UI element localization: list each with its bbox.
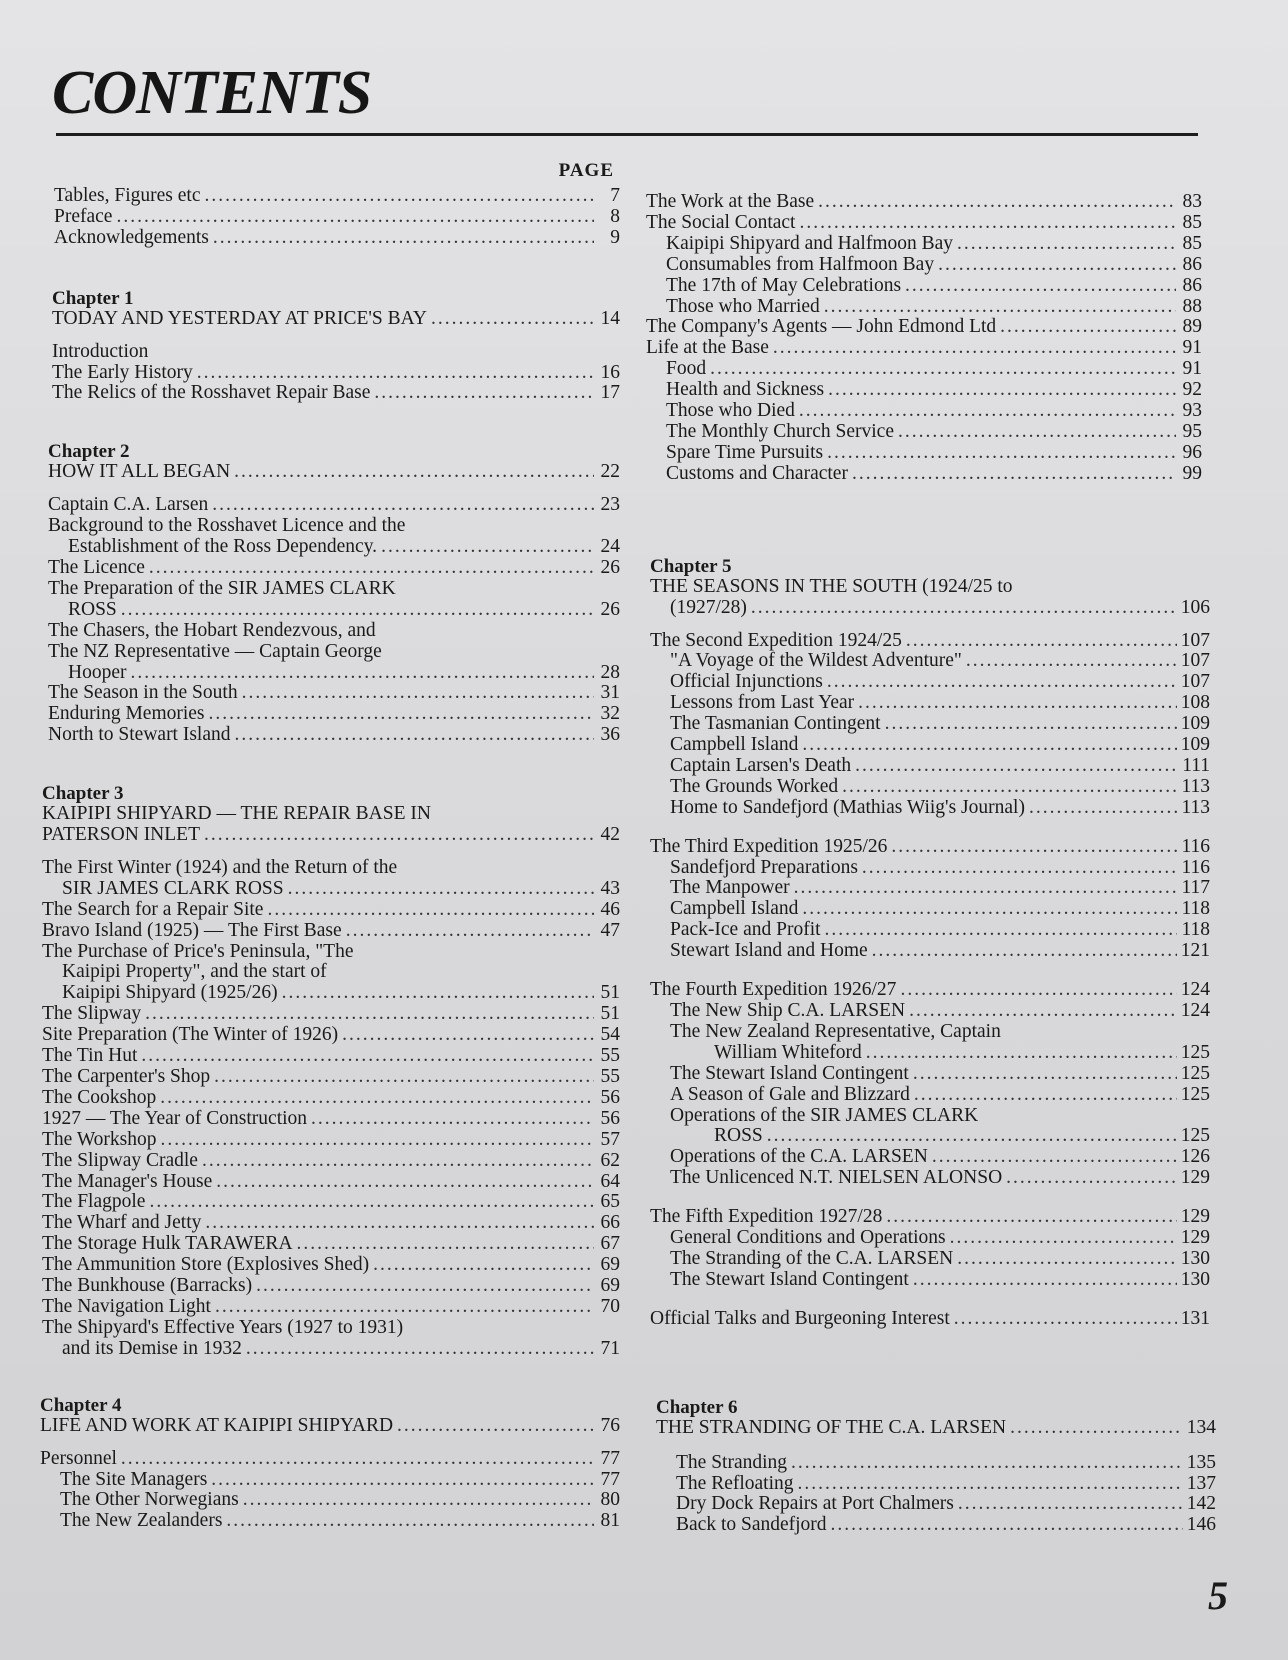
toc-entry-text[interactable]: Background to the Rosshavet Licence and the (48, 515, 406, 537)
chapter-label: Chapter 2 (48, 441, 130, 463)
toc-entry[interactable]: Kaipipi Shipyard (1925/26) ..... 51 (42, 983, 620, 1004)
toc-entry[interactable]: The Relics of the Rosshavet Repair Base ..... 17 (52, 383, 620, 404)
toc-entry[interactable]: Establishment of the Ross Dependency. ..... 24 (48, 537, 620, 558)
toc-entry[interactable]: Dry Dock Repairs at Port Chalmers ..... 142 (656, 1494, 1216, 1515)
toc-entry[interactable]: The Third Expedition 1925/26 ..... 116 (650, 837, 1210, 858)
toc-entry[interactable]: The Navigation Light ..... 70 (42, 1297, 620, 1318)
toc-entry-text[interactable]: The NZ Representative — Captain George (48, 640, 382, 662)
toc-entry[interactable]: The Tasmanian Contingent ..... 109 (650, 714, 1210, 735)
chapter-label: Chapter 4 (40, 1394, 122, 1416)
toc-entry[interactable]: A Season of Gale and Blizzard ..... 125 (650, 1085, 1210, 1106)
toc-entry-text[interactable]: The First Winter (1924) and the Return of the (42, 856, 398, 878)
toc-entry[interactable]: The Slipway Cradle ..... 62 (42, 1151, 620, 1172)
chapter-3 (40, 784, 620, 1360)
toc-entry[interactable]: Home to Sandefjord (Mathias Wiig's Journal) ..... 113 (650, 798, 1210, 819)
toc-entry[interactable]: General Conditions and Operations ..... 129 (650, 1228, 1210, 1249)
toc-entry[interactable]: Consumables from Halfmoon Bay ..... 86 (646, 255, 1202, 276)
toc-entry-text[interactable]: The Chasers, the Hobart Rendezvous, and (48, 619, 376, 641)
toc-entry-text[interactable]: The New Zealand Representative, Captain (670, 1020, 1001, 1042)
toc-entry[interactable]: ROSS ..... 125 (650, 1126, 1210, 1147)
toc-entry[interactable]: SIR JAMES CLARK ROSS ..... 43 (42, 879, 620, 900)
toc-entry[interactable]: The Stewart Island Contingent ..... 130 (650, 1270, 1210, 1291)
toc-entry[interactable]: The Ammunition Store (Explosives Shed) ..... 69 (42, 1255, 620, 1276)
left-column (40, 186, 620, 1532)
toc-entry[interactable]: Operations of the C.A. LARSEN ..... 126 (650, 1147, 1210, 1168)
toc-entry[interactable]: Campbell Island ..... 109 (650, 735, 1210, 756)
toc-entry[interactable]: The Company's Agents — John Edmond Ltd ..... 89 (646, 317, 1202, 338)
page-number: 5 (1208, 1573, 1228, 1618)
toc-entry[interactable]: The Slipway ..... 51 (42, 1004, 620, 1025)
toc-entry[interactable]: The Fourth Expedition 1926/27 ..... 124 (650, 980, 1210, 1001)
toc-entry[interactable]: Spare Time Pursuits ..... 96 (646, 443, 1202, 464)
toc-entry[interactable]: The Other Norwegians ..... 80 (40, 1490, 620, 1511)
toc-entry[interactable]: Back to Sandefjord ..... 146 (656, 1515, 1216, 1536)
toc-entry[interactable]: The Search for a Repair Site ..... 46 (42, 900, 620, 921)
toc-entry[interactable]: Health and Sickness ..... 92 (646, 380, 1202, 401)
toc-entry[interactable]: Lessons from Last Year ..... 108 (650, 693, 1210, 714)
toc-entry[interactable]: The Fifth Expedition 1927/28 ..... 129 (650, 1207, 1210, 1228)
page-column-label: PAGE (558, 160, 614, 181)
toc-entry[interactable]: Official Injunctions ..... 107 (650, 672, 1210, 693)
toc-entry[interactable]: The Manager's House ..... 64 (42, 1172, 620, 1193)
toc-entry[interactable]: Site Preparation (The Winter of 1926) ..... 54 (42, 1025, 620, 1046)
toc-entry[interactable]: The Work at the Base ..... 83 (646, 192, 1202, 213)
toc-entry[interactable]: Those who Married ..... 88 (646, 297, 1202, 318)
toc-entry[interactable]: The Monthly Church Service ..... 95 (646, 422, 1202, 443)
chapter-title[interactable]: (1927/28) ..... 106 (650, 598, 1210, 619)
toc-entry[interactable]: The 17th of May Celebrations ..... 86 (646, 276, 1202, 297)
toc-entry-text[interactable]: The Preparation of the SIR JAMES CLARK (48, 577, 396, 599)
toc-entry[interactable]: The Refloating ..... 137 (656, 1474, 1216, 1495)
toc-entry[interactable]: The Licence ..... 26 (48, 558, 620, 579)
toc-entry[interactable]: The Cookshop ..... 56 (42, 1088, 620, 1109)
toc-entry[interactable]: Personnel ..... 77 (40, 1449, 620, 1470)
toc-entry[interactable]: Preface ..... 8 (54, 207, 620, 228)
toc-entry[interactable]: Hooper ..... 28 (48, 663, 620, 684)
chapter-label: Chapter 5 (650, 555, 732, 577)
toc-entry[interactable]: Campbell Island ..... 118 (650, 899, 1210, 920)
chapter-title[interactable]: LIFE AND WORK AT KAIPIPI SHIPYARD ..... 76 (40, 1416, 620, 1437)
toc-entry[interactable]: The Storage Hulk TARAWERA ..... 67 (42, 1234, 620, 1255)
toc-entry[interactable]: The Season in the South ..... 31 (48, 683, 620, 704)
toc-entry[interactable]: The Stranding ..... 135 (656, 1453, 1216, 1474)
toc-entry[interactable]: Sandefjord Preparations ..... 116 (650, 858, 1210, 879)
toc-entry[interactable]: The Stranding of the C.A. LARSEN ..... 130 (650, 1249, 1210, 1270)
toc-entry-text[interactable]: The Purchase of Price's Peninsula, "The (42, 940, 354, 962)
chapter-label: Chapter 1 (52, 287, 134, 309)
toc-entry[interactable]: Enduring Memories ..... 32 (48, 704, 620, 725)
toc-entry[interactable]: The Early History ..... 16 (52, 363, 620, 384)
page-title: CONTENTS (52, 59, 372, 127)
chapter-1 (40, 289, 620, 405)
chapter-label: Chapter 6 (656, 1396, 738, 1418)
toc-entry[interactable]: The Social Contact ..... 85 (646, 213, 1202, 234)
chapter-title-line[interactable]: KAIPIPI SHIPYARD — THE REPAIR BASE IN (42, 803, 431, 825)
toc-entry[interactable]: Acknowledgements ..... 9 (54, 228, 620, 249)
toc-entry[interactable]: Captain Larsen's Death ..... 111 (650, 756, 1210, 777)
toc-entry[interactable]: ROSS ..... 26 (48, 600, 620, 621)
toc-entry-text[interactable]: Introduction (52, 340, 149, 362)
toc-entry[interactable]: The New Ship C.A. LARSEN ..... 124 (650, 1001, 1210, 1022)
right-column (646, 192, 1236, 1536)
toc-entry[interactable]: "A Voyage of the Wildest Adventure" ..... 107 (650, 651, 1210, 672)
chapter-title-line[interactable]: THE SEASONS IN THE SOUTH (1924/25 to (650, 575, 1013, 597)
toc-entry[interactable]: The Wharf and Jetty ..... 66 (42, 1213, 620, 1234)
chapter-6 (646, 1398, 1216, 1537)
toc-entry[interactable]: The Bunkhouse (Barracks) ..... 69 (42, 1276, 620, 1297)
toc-entry[interactable]: William Whiteford ..... 125 (650, 1043, 1210, 1064)
toc-entry[interactable]: Food ..... 91 (646, 359, 1202, 380)
toc-entry[interactable]: The Unlicenced N.T. NIELSEN ALONSO ..... 129 (650, 1168, 1210, 1189)
toc-entry-text[interactable]: Operations of the SIR JAMES CLARK (670, 1104, 979, 1126)
toc-entry[interactable]: The New Zealanders ..... 81 (40, 1511, 620, 1532)
toc-entry[interactable]: Bravo Island (1925) — The First Base ..... 47 (42, 921, 620, 942)
toc-entry[interactable]: Customs and Character ..... 99 (646, 464, 1202, 485)
toc-entry[interactable]: and its Demise in 1932 ..... 71 (42, 1339, 620, 1360)
toc-entry[interactable]: Captain C.A. Larsen ..... 23 (48, 495, 620, 516)
chapter-5 (646, 557, 1210, 1330)
chapter-label: Chapter 3 (42, 783, 124, 805)
toc-entry[interactable]: The Workshop ..... 57 (42, 1130, 620, 1151)
chapter-title[interactable]: HOW IT ALL BEGAN ..... 22 (48, 462, 620, 483)
chapter-4 (40, 1396, 620, 1533)
toc-entry[interactable]: North to Stewart Island ..... 36 (48, 725, 620, 746)
toc-entry-text[interactable]: The Shipyard's Effective Years (1927 to 1931) (42, 1316, 404, 1338)
chapter-4-continued (646, 192, 1202, 485)
toc-entry[interactable]: The Tin Hut ..... 55 (42, 1046, 620, 1067)
toc-entry[interactable]: Tables, Figures etc ..... 7 (54, 186, 620, 207)
toc-entry[interactable]: The Grounds Worked ..... 113 (650, 777, 1210, 798)
toc-entry[interactable]: Life at the Base ..... 91 (646, 338, 1202, 359)
toc-entry[interactable]: Stewart Island and Home ..... 121 (650, 941, 1210, 962)
toc-entry[interactable]: The Carpenter's Shop ..... 55 (42, 1067, 620, 1088)
chapter-title[interactable]: THE STRANDING OF THE C.A. LARSEN ..... 134 (656, 1418, 1216, 1439)
chapter-2 (40, 442, 620, 746)
toc-entry[interactable]: Kaipipi Shipyard and Halfmoon Bay ..... 85 (646, 234, 1202, 255)
toc-entry[interactable]: Those who Died ..... 93 (646, 401, 1202, 422)
toc-entry[interactable]: The Site Managers ..... 77 (40, 1470, 620, 1491)
toc-entry-text[interactable]: Kaipipi Property", and the start of (62, 961, 327, 983)
toc-entry[interactable]: The Stewart Island Contingent ..... 125 (650, 1064, 1210, 1085)
toc-entry[interactable]: The Flagpole ..... 65 (42, 1192, 620, 1213)
toc-entry[interactable]: Official Talks and Burgeoning Interest ..... 131 (650, 1309, 1210, 1330)
toc-entry[interactable]: The Manpower ..... 117 (650, 878, 1210, 899)
toc-entry[interactable]: Pack-Ice and Profit ..... 118 (650, 920, 1210, 941)
chapter-title[interactable]: PATERSON INLET ..... 42 (42, 825, 620, 846)
chapter-title[interactable]: TODAY AND YESTERDAY AT PRICE'S BAY ..... 14 (52, 309, 620, 330)
toc-entry[interactable]: The Second Expedition 1924/25 ..... 107 (650, 631, 1210, 652)
title-rule (56, 133, 1198, 136)
toc-entry[interactable]: 1927 — The Year of Construction ..... 56 (42, 1109, 620, 1130)
front-matter (40, 186, 620, 249)
